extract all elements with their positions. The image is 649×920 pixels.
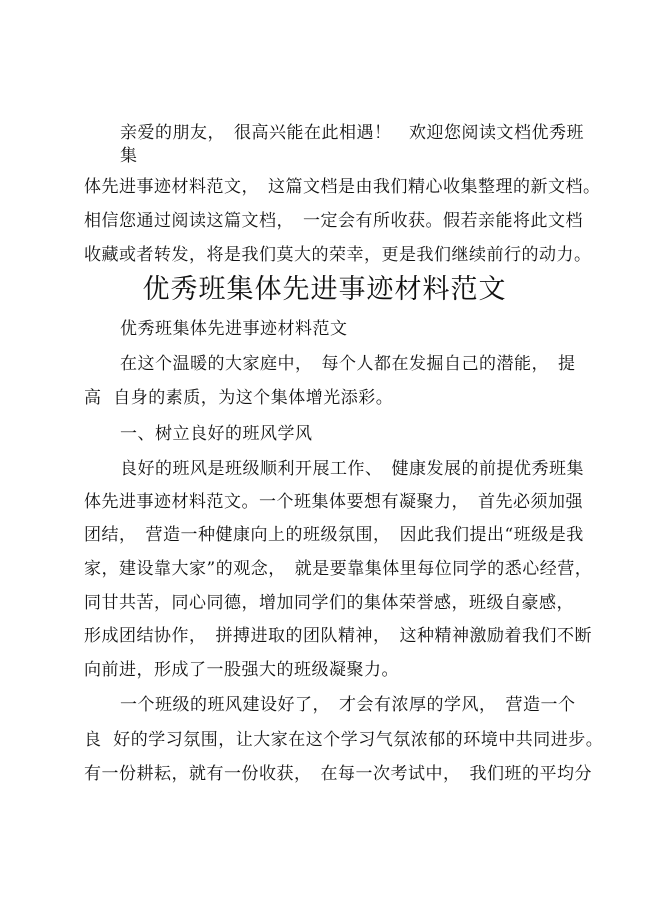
body-subtitle: 优秀班集体先进事迹材料范文	[120, 319, 348, 339]
intro-line-5: 收藏或者转发，将是我们莫大的荣幸，更是我们继续前行的动力。	[84, 245, 592, 265]
para3-line-1: 一个班级的班风建设好了， 才会有浓厚的学风， 营造一个	[120, 695, 576, 715]
para2-line-1: 良好的班风是班级顺利开展工作、 健康发展的前提优秀班集	[120, 459, 584, 479]
para3-line-3: 有一份耕耘，就有一份收获， 在每一次考试中， 我们班的平均分	[84, 764, 592, 784]
para2-line-3: 团结， 营造一种健康向上的班级氛围， 因此我们提出“班级是我	[84, 525, 584, 545]
intro-line-4: 相信您通过阅读这篇文档， 一定会有所收获。假若亲能将此文档	[84, 211, 583, 231]
para2-line-4: 家，建设靠大家”的观念， 就是要靠集体里每位同学的悉心经营，	[84, 559, 593, 579]
document-title: 优秀班集体先进事迹材料范文	[142, 274, 507, 305]
para1-line-2: 高 自身的素质，为这个集体增光添彩。	[84, 388, 394, 408]
para2-line-7: 向前进，形成了一股强大的班级凝聚力。	[84, 660, 399, 680]
section-heading-1: 一、树立良好的班风学风	[120, 424, 313, 444]
intro-line-3: 体先进事迹材料范文， 这篇文档是由我们精心收集整理的新文档。	[84, 177, 601, 197]
para2-line-2: 体先进事迹材料范文。一个班集体要想有凝聚力， 首先必须加强	[84, 492, 583, 512]
intro-line-1: 亲爱的朋友， 很高兴能在此相遇！ 欢迎您阅读文档优秀班	[120, 123, 584, 143]
para2-line-5: 同甘共苦，同心同德，增加同学们的集体荣誉感，班级自豪感，	[84, 593, 574, 613]
para3-line-2: 良 好的学习氛围，让大家在这个学习气氛浓郁的环境中共同进步。	[84, 730, 604, 750]
para2-line-6: 形成团结协作， 拼搏进取的团队精神， 这种精神激励着我们不断	[84, 626, 592, 646]
intro-line-2: 集	[120, 146, 138, 166]
para1-line-1: 在这个温暖的大家庭中， 每个人都在发掘自己的潜能， 提	[120, 354, 576, 374]
